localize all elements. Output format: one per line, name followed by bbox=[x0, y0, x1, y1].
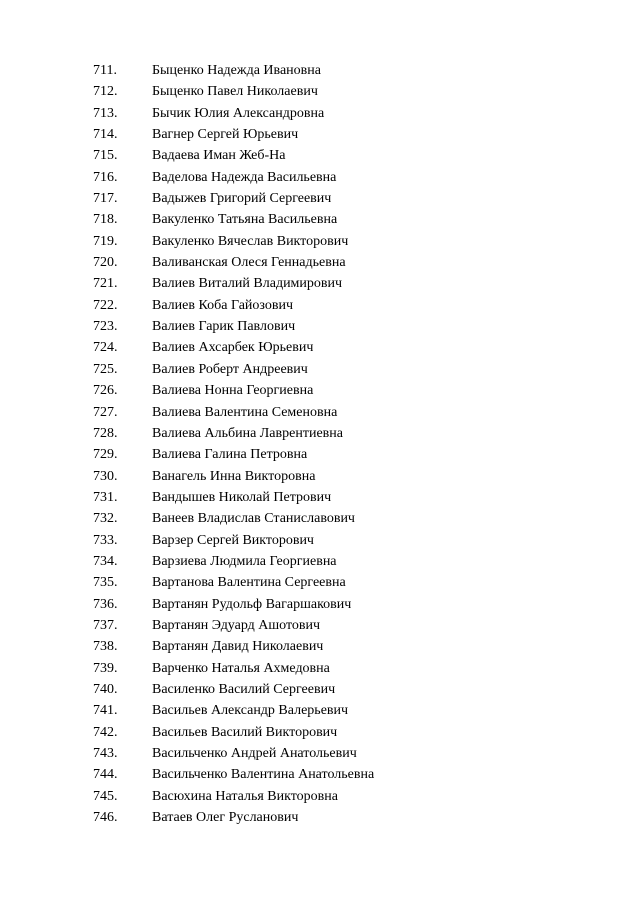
entry-name: Вартанян Эдуард Ашотович bbox=[152, 617, 321, 633]
entry-name: Валиев Роберт Андреевич bbox=[152, 361, 308, 377]
entry-name: Васюхина Наталья Викторовна bbox=[152, 788, 338, 804]
list-item bbox=[0, 295, 640, 316]
entry-number: 740. bbox=[93, 681, 118, 697]
list-item bbox=[0, 764, 640, 785]
list-item bbox=[0, 359, 640, 380]
list-item bbox=[0, 508, 640, 529]
list-item bbox=[0, 444, 640, 465]
entry-number: 745. bbox=[93, 788, 118, 804]
entry-name: Вадыжев Григорий Сергеевич bbox=[152, 191, 332, 207]
list-item bbox=[0, 402, 640, 423]
entry-number: 724. bbox=[93, 340, 118, 356]
list-item bbox=[0, 103, 640, 124]
entry-name: Валиева Альбина Лаврентиевна bbox=[152, 425, 343, 441]
list-item bbox=[0, 743, 640, 764]
list-item bbox=[0, 231, 640, 252]
entry-number: 723. bbox=[93, 319, 118, 335]
entry-number: 742. bbox=[93, 724, 118, 740]
list-item bbox=[0, 145, 640, 166]
entry-number: 719. bbox=[93, 233, 118, 249]
list-item bbox=[0, 188, 640, 209]
list-item bbox=[0, 81, 640, 102]
entry-number: 716. bbox=[93, 169, 118, 185]
entry-number: 741. bbox=[93, 703, 118, 719]
entry-name: Васильев Василий Викторович bbox=[152, 724, 338, 740]
entry-name: Валиев Ахсарбек Юрьевич bbox=[152, 340, 314, 356]
list-item bbox=[0, 679, 640, 700]
entry-number: 713. bbox=[93, 105, 118, 121]
entry-name: Валиванская Олеся Геннадьевна bbox=[152, 255, 346, 271]
entry-number: 721. bbox=[93, 276, 118, 292]
entry-name: Варченко Наталья Ахмедовна bbox=[152, 660, 330, 676]
entry-name: Валиева Галина Петровна bbox=[152, 447, 308, 463]
list-item bbox=[0, 380, 640, 401]
entry-number: 730. bbox=[93, 468, 118, 484]
entry-number: 733. bbox=[93, 532, 118, 548]
list-item bbox=[0, 636, 640, 657]
list-item bbox=[0, 337, 640, 358]
entry-name: Быценко Надежда Ивановна bbox=[152, 63, 321, 78]
list-item bbox=[0, 60, 640, 81]
list-item bbox=[0, 615, 640, 636]
entry-name: Вагнер Сергей Юрьевич bbox=[152, 127, 299, 143]
entry-name: Васильев Александр Валерьевич bbox=[152, 703, 349, 719]
entry-name: Варзиева Людмила Георгиевна bbox=[152, 553, 337, 569]
entry-number: 737. bbox=[93, 617, 118, 633]
list-item bbox=[0, 786, 640, 807]
list-item bbox=[0, 466, 640, 487]
entry-number: 728. bbox=[93, 425, 118, 441]
entry-number: 726. bbox=[93, 383, 118, 399]
entry-number: 715. bbox=[93, 148, 118, 164]
entry-name: Вартанян Давид Николаевич bbox=[152, 639, 324, 655]
list-item bbox=[0, 423, 640, 444]
entry-name: Вартанян Рудольф Вагаршакович bbox=[152, 596, 352, 612]
entry-name: Валиев Гарик Павлович bbox=[152, 319, 296, 335]
entry-number: 743. bbox=[93, 746, 118, 761]
entry-name: Валиев Виталий Владимирович bbox=[152, 276, 343, 292]
entry-number: 717. bbox=[93, 191, 118, 207]
entry-number: 739. bbox=[93, 660, 118, 676]
entry-number: 734. bbox=[93, 553, 118, 569]
entry-name: Вартанова Валентина Сергеевна bbox=[152, 575, 346, 591]
entry-number: 736. bbox=[93, 596, 118, 612]
entry-name: Вакуленко Вячеслав Викторович bbox=[152, 233, 349, 249]
entry-name: Василенко Василий Сергеевич bbox=[152, 681, 336, 697]
list-item bbox=[0, 487, 640, 508]
entry-name: Вадаева Иман Жеб-На bbox=[152, 148, 286, 164]
entry-number: 722. bbox=[93, 297, 118, 313]
list-item bbox=[0, 167, 640, 188]
name-list bbox=[0, 60, 640, 828]
entry-number: 746. bbox=[93, 810, 118, 826]
entry-name: Ванагель Инна Викторовна bbox=[152, 468, 316, 484]
list-item bbox=[0, 316, 640, 337]
entry-name: Ванеев Владислав Станиславович bbox=[152, 511, 355, 527]
entry-name: Валиев Коба Гайозович bbox=[152, 297, 293, 313]
entry-name: Варзер Сергей Викторович bbox=[152, 532, 314, 548]
entry-number: 744. bbox=[93, 767, 118, 783]
entry-number: 729. bbox=[93, 447, 118, 463]
entry-name: Валиева Нонна Георгиевна bbox=[152, 383, 314, 399]
entry-number: 731. bbox=[93, 489, 118, 505]
list-item bbox=[0, 273, 640, 294]
entry-number: 735. bbox=[93, 575, 118, 591]
list-item bbox=[0, 722, 640, 743]
list-item bbox=[0, 124, 640, 145]
entry-number: 718. bbox=[93, 212, 118, 228]
entry-number: 732. bbox=[93, 511, 118, 527]
entry-name: Валиева Валентина Семеновна bbox=[152, 404, 338, 420]
entry-name: Ватаев Олег Русланович bbox=[152, 810, 299, 826]
list-item bbox=[0, 658, 640, 679]
entry-number: 727. bbox=[93, 404, 118, 420]
entry-name: Вaделова Надежда Васильевна bbox=[152, 169, 337, 185]
entry-name: Бычик Юлия Александровна bbox=[152, 105, 325, 121]
entry-number: 711. bbox=[93, 63, 117, 78]
list-item bbox=[0, 594, 640, 615]
entry-number: 738. bbox=[93, 639, 118, 655]
list-item bbox=[0, 551, 640, 572]
list-item bbox=[0, 252, 640, 273]
list-item bbox=[0, 807, 640, 828]
entry-number: 714. bbox=[93, 127, 118, 143]
list-item bbox=[0, 530, 640, 551]
entry-name: Вакуленко Татьяна Васильевна bbox=[152, 212, 338, 228]
list-item bbox=[0, 572, 640, 593]
entry-name: Быценко Павел Николаевич bbox=[152, 84, 318, 100]
entry-name: Васильченко Валентина Анатольевна bbox=[152, 767, 375, 783]
entry-number: 725. bbox=[93, 361, 118, 377]
list-item bbox=[0, 700, 640, 721]
entry-number: 720. bbox=[93, 255, 118, 271]
entry-name: Васильченко Андрей Анатольевич bbox=[152, 746, 357, 761]
entry-number: 712. bbox=[93, 84, 118, 100]
entry-name: Вандышев Николай Петрович bbox=[152, 489, 332, 505]
list-item bbox=[0, 209, 640, 230]
